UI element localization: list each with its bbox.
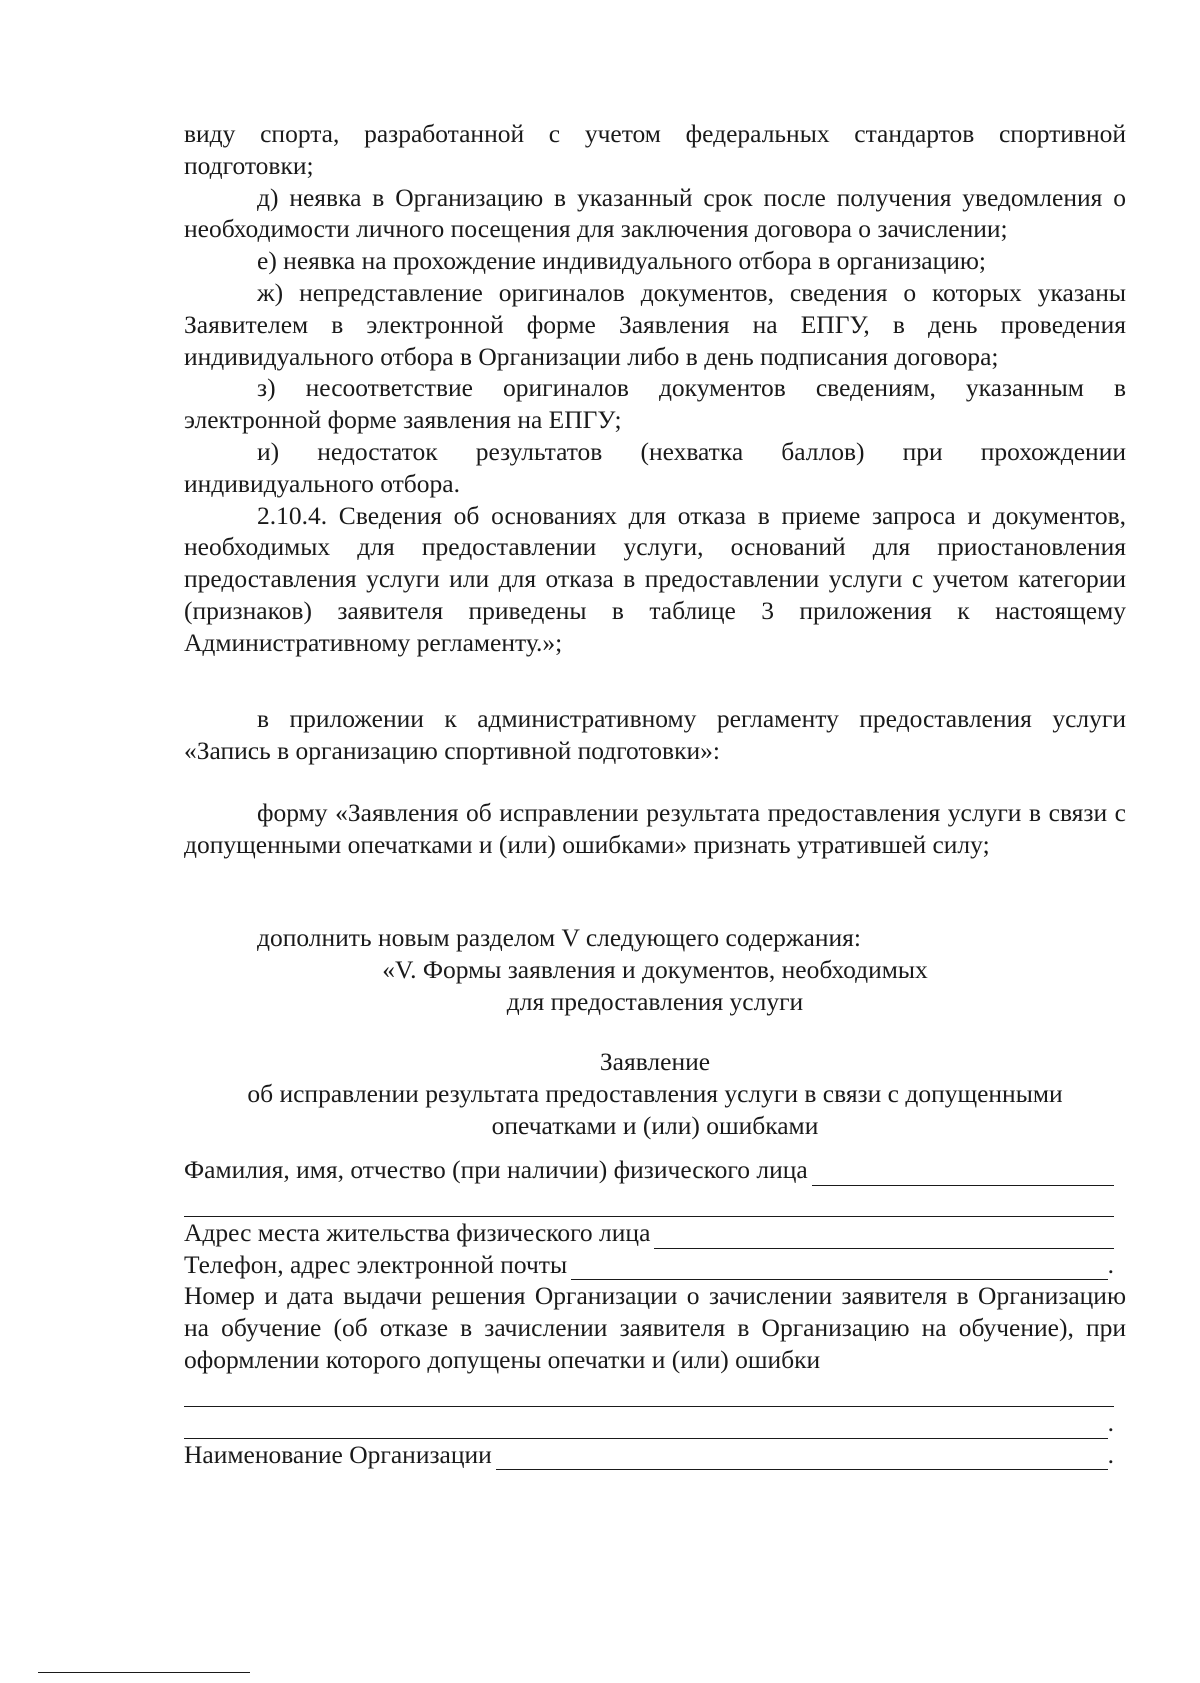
item-d: д) неявка в Организацию в указанный срок после получения уведомления о необходимости личного посещения для заключения договора о зачислении;	[184, 182, 1126, 244]
full-name-label: Фамилия, имя, отчество (при наличии) физического лица	[184, 1155, 808, 1184]
organization-period: .	[1107, 1439, 1114, 1469]
application-subtitle-line2: опечатками и (или) ошибками	[491, 1110, 819, 1140]
form-repeal	[184, 797, 1126, 861]
application-subtitle-line1: об исправлении результата предоставления услуги в связи с допущенными	[247, 1078, 1063, 1108]
full-name-field	[184, 1154, 1114, 1186]
address-field	[184, 1217, 1114, 1249]
application-form	[184, 1154, 1126, 1470]
decision-blank-2	[184, 1414, 1108, 1439]
supplement-section	[184, 922, 1126, 1017]
decision-label: Номер и дата выдачи решения Организации о зачислении заявителя в Организацию на обучение (об отказе в зачислении заявителя в Организацию на обучение), при оформлении которого допущены опечатки и (или) ошибки	[184, 1281, 1126, 1374]
paragraph-annex: в приложении к административному регламенту предоставления услуги «Запись в организацию спортивной подготовки»:	[184, 704, 1126, 765]
address-blank	[654, 1224, 1114, 1249]
reasons-section	[184, 118, 1126, 659]
decision-blank-line-1	[184, 1376, 1114, 1407]
full-name-blank-line-2	[184, 1186, 1114, 1217]
item-i: и) недостаток результатов (нехватка баллов) при прохождении индивидуального отбора.	[184, 436, 1126, 498]
application-title: Заявление	[599, 1047, 711, 1076]
footnote-separator	[38, 1672, 250, 1673]
section-title-line1: «V. Формы заявления и документов, необходимых	[382, 954, 928, 984]
phone-email-blank	[571, 1255, 1108, 1280]
phone-email-period: .	[1107, 1249, 1114, 1279]
item-zh: ж) непредставление оригиналов документов, сведения о которых указаны Заявителем в электронной форме Заявления на ЕПГУ, в день проведения индивидуального отбора в Организации либо в день подписания договора;	[184, 277, 1126, 371]
annex-amendment	[184, 703, 1126, 767]
phone-email-label: Телефон, адрес электронной почты	[184, 1249, 568, 1279]
paragraph-sport-standards: виду спорта, разработанной с учетом федеральных стандартов спортивной подготовки;	[184, 119, 1126, 180]
organization-field	[184, 1439, 1114, 1471]
full-name-blank	[812, 1161, 1114, 1186]
decision-period: .	[1107, 1407, 1114, 1437]
item-z: з) несоответствие оригиналов документов сведениям, указанным в электронной форме заявления на ЕПГУ;	[184, 373, 1126, 435]
address-label: Адрес места жительства физического лица	[184, 1217, 651, 1247]
paragraph-supplement: дополнить новым разделом V следующего содержания:	[257, 923, 861, 952]
phone-email-field	[184, 1249, 1114, 1281]
section-title-line2: для предоставления услуги	[506, 986, 804, 1016]
paragraph-2-10-4: 2.10.4. Сведения об основаниях для отказа в приеме запроса и документов, необходимых для предоставлении услуги, оснований для приостановления предоставления услуги или для отказа в предоставлении услуги с учетом категории (признаков) заявителя приведены в таблице 3 приложения к настоящему Административному регламенту.»;	[184, 500, 1126, 657]
organization-label: Наименование Организации	[184, 1439, 492, 1469]
organization-blank	[496, 1445, 1108, 1470]
item-e: е) неявка на прохождение индивидуального отбора в организацию;	[257, 246, 987, 276]
decision-blank-line-2	[184, 1407, 1114, 1439]
paragraph-form-repeal: форму «Заявления об исправлении результата предоставления услуги в связи с допущенными опечатками и (или) ошибками» признать утратившей силу;	[184, 798, 1126, 859]
application-heading	[184, 1046, 1126, 1141]
